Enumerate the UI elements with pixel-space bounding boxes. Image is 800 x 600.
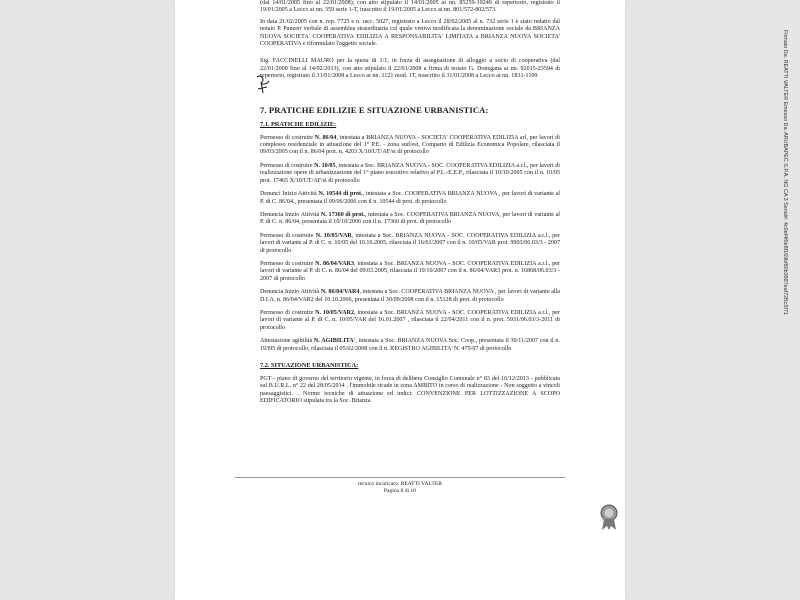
permit-item: Permesso di costruire N. 10/05, intestata a Soc. BRIANZA NUOVA - SOC. COOPERATIVA EDILIZIA a.r.l., per lavori di realizzazione opere di urbanizzazione del 1° piano esecutivo relativo al P.L.-E.E.P., rilasciata il 10/10/2005 con il n. 10/05 prot. 17465 X/10/UT/AF/st di protocollo xyxy=(260,162,560,184)
permit-item: Permesso di costruire N. 86/04/VAR3, intestata a Soc. BRIANZA NUOVA - SOC. COOPERATIVA EDILIZIA a.r.l., per lavori di variante al P. di C. n. 86/04 del 09.03.2005, rilasciata il 19/10/2007 con il n. 86/04/VAR3 prot. n. 16868/06.03/3 - 2007 di protocollo xyxy=(260,260,561,282)
ownership-paragraph-2: In data 21/02/2005 con n. rep. 7725 e n. racc. 5027, registrato a Lecco il 28/02/2005 al n. 732 serie 1 è stato redatto dal notaio P. Panzeri verbale di assemblea straordinaria col quale veniva modificata la denominazione sociale da BRIANZA NUOVA SOCIETA' COOPERATIVA EDILIZIA A RESPONSABILITA' LIMITATA a BRIANZA NUOVA SOCIETA' COOPERATIVA e riformulato l'oggetto sociale. xyxy=(260,18,560,48)
ownership-paragraph-1: (dal 14/01/2005 fino al 22/01/2008), con atto stipulato il 14/01/2005 ai nn. 85259-19249 di repertorio, registrato il 19/01/2005 a Lecco ai nn. 359 serie 1-T, trascritto il 19/01/2005 a Lecco ai nn. 801/572-802/573. xyxy=(260,0,560,14)
page-footer xyxy=(175,481,625,494)
permit-item: Denuncia Inizio Attività N. 86/04/VAR4, intestata a Soc. COOPERATIVA BRIANZA NUOVA , per lavori di variante alla D.I.A. n. 86/04/VAR2 del 10.10.2006, presentata il 30/09/2008 con il n. 15128 di prot. di protocollo xyxy=(260,289,560,303)
permit-item: Permesso di costruire N. 86/04, intestata a BRIANZA NUOVA - SOCIETA' COOPERATIVA EDILIZIA arl, per lavori di complesso residenziale in attuazione del 1° P.E. - zona sud/est, Comparto di Edilizia Economica Popolare, rilasciata il 09/03/2005 con il n. 86/04 prot. n. 4203 X/10/UT/AF/st di protocollo xyxy=(260,134,560,156)
signature-text: Firmato Da: REATTI VALTER Emesso Da: ARUBAPEC S.P.A. NG CA 3 Serial#: 4c0ef4f0e8f169bf80b3887eaf72Bc5f71 xyxy=(782,30,788,315)
section-7-1-title: 7.1. PRATICHE EDILIZIE: xyxy=(260,120,337,128)
footer-divider xyxy=(235,477,565,478)
ownership-paragraph-3: Sig. FACCINELLI MAURO per la quota di 1/1, in forza di assegnazione di alloggio a socio di cooperativa (dal 22/01/2008 fino al 14/02/2013), con atto stipulato il 22/01/2008 a firma di notaio G. Donegana ai nn. 92015-23594 di repertorio, registrato il 31/01/2008 a Lecco ai nn. 1121 mod. 1T, trascritto il 31/01/2008 a Lecco ai nn. 1831-1109 xyxy=(260,58,560,80)
permit-item: Attestazione agibilità N. AGIBILITA', intestata a Soc. BRIANZA NUOVA Soc. Coop., presentata il 30/11/2007 con il n. 19395 di protocollo, rilasciata il 05/02/2008 con il n. REGISTRO AGIBILITA' N. 475/07 di protocollo xyxy=(260,338,561,352)
permit-item: Permesso di costruire N. 10/05/VAR2, intestata a Soc. BRIANZA NUOVA - SOC. COOPERATIVA EDILIZIA a.r.l., per lavori di variante al P. di C. n. 10/05/VAR del 16.01.2007 , rilasciata il 22/04/2011 con il n. prot. 5931/06.03/3-2011 di protocollo xyxy=(260,309,561,331)
permit-item: Denuncia Inizio Attività N. 17360 di prot., intestata a Soc. COOPERATIVA BRIANZA NUOVA, per lavori di variante al P. di C. n. 86/04, presentata il 10/10/2006 con il n. 17360 di prot. di protocollo xyxy=(260,211,560,226)
signature-seal-icon xyxy=(598,503,620,531)
permit-list xyxy=(260,135,560,353)
urban-situation-paragraph: PGT - piano di governo del territorio vigente, in forza di delibera Consiglio Comunale n° 83 del 16/12/2013 - pubblicata sul B.U.R.L. n° 22 del 28/05/2014 , l'immobile ricade in zona AMBITO in corso di realizzazione - Non soggetto a vincoli paesaggistici. . Norme tecniche di attuazione ed indici: CONVENZIONE PER LOTTIZZAZIONE A SCOPO EDIFICATORIO stipulata tra la Soc. Brianza xyxy=(260,376,560,405)
document-page xyxy=(175,0,625,600)
section-7-title: 7. PRATICHE EDILIZIE E SITUAZIONE URBANISTICA: xyxy=(260,104,489,115)
footer-page-number: Pagina 8 di 10 xyxy=(383,487,417,494)
section-7-2-title: 7.2. SITUAZIONE URBANISTICA: xyxy=(260,362,359,369)
digital-signature-stamp xyxy=(776,30,792,520)
document-body xyxy=(260,0,560,406)
permit-item: Denunci Inizio Attività N. 10544 di prot., intestata a Soc. COOPERATIVA BRIANZA NUOVA , per lavori di variante al P. di C. 86/04., presentata il 09/06/2006 con il n. 10544 di prot. di protocollo xyxy=(260,191,560,205)
permit-item: Permesso di costruire N. 10/05/VAR, intestata a Soc. BRIANZA NUOVA - SOC. COOPERATIVA EDILIZIA a.r.l., per lavori di variante al P. di C. n. 10/05 del 10.10.2005, rilasciata il 16/01/2007 con il n. 10/05/VAR prot. 9903/06.03/3 - 2007 di protocollo xyxy=(260,232,561,254)
footer-technician: tecnico incaricato: REATTI VALTER xyxy=(358,481,442,487)
